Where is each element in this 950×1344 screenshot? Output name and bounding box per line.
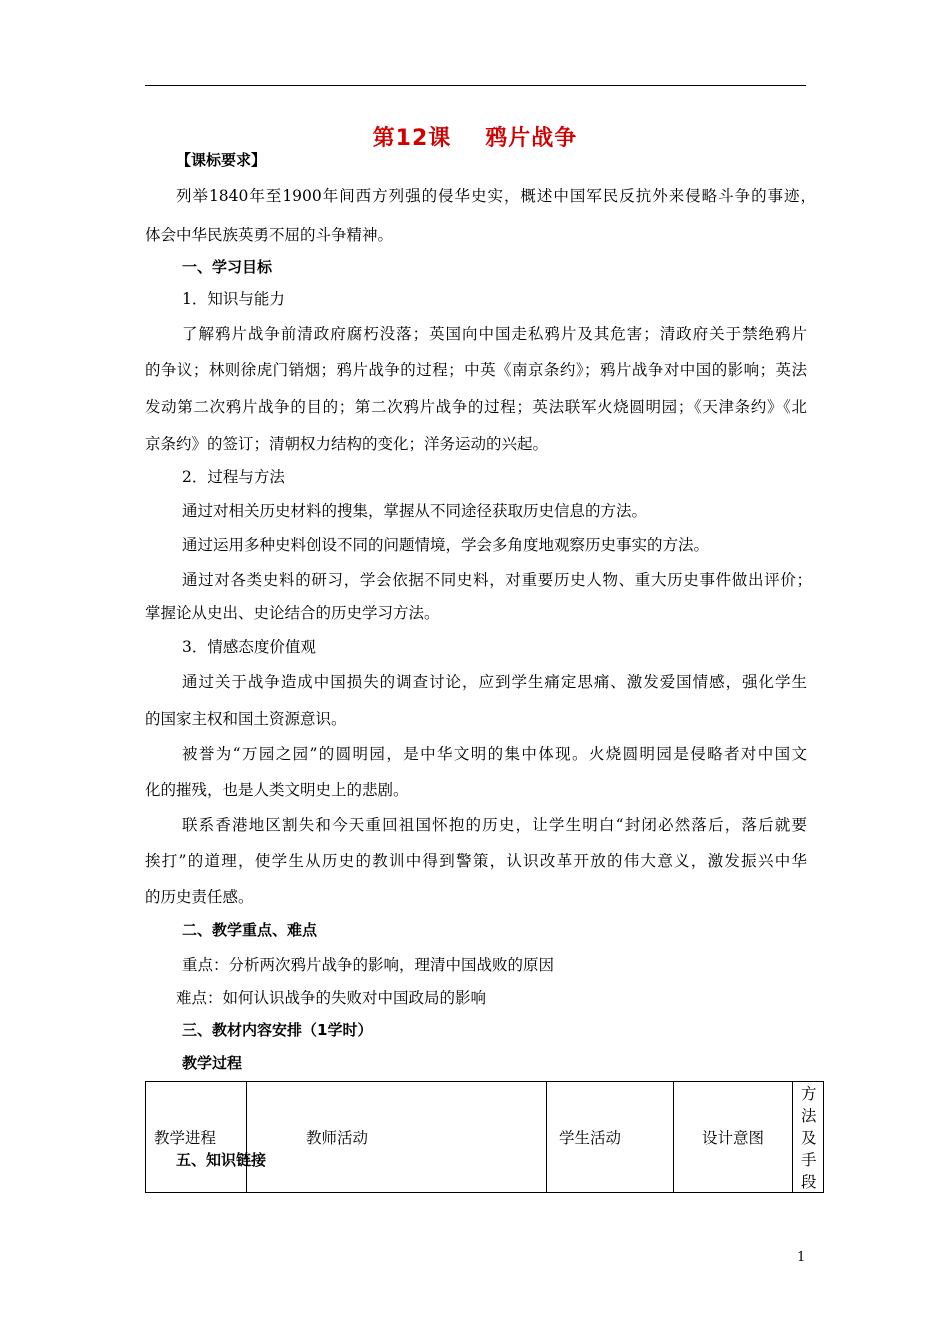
goals-sub2-line-4: 掌握论从史出、史论结合的历史学习方法。 [145,604,440,622]
table-header-cell: 设计意图 [674,1082,793,1193]
goals-sub3-line-7: 的历史责任感。 [145,888,254,906]
goals-sub1-line-3: 发动第二次鸦片战争的目的；第二次鸦片战争的过程；英法联军火烧圆明园；《天津条约》《北 [145,398,807,416]
goals-heading: 一、学习目标 [182,258,273,276]
goals-sub2-title: 2．过程与方法 [182,468,285,486]
page-title [0,121,950,152]
table-header-cell: 教学进程 [146,1082,247,1193]
standard-line-2: 体会中华民族英勇不屈的斗争精神。 [145,226,394,244]
table-header-cell: 方法及手段 [793,1082,824,1193]
goals-sub1-line-2: 的争议；林则徐虎门销烟；鸦片战争的过程；中英《南京条约》；鸦片战争对中国的影响；英法 [145,361,807,379]
goals-sub3-line-4: 化的摧残，也是人类文明史上的悲剧。 [145,781,409,799]
goals-sub3-line-5: 联系香港地区割失和今天重回祖国怀抱的历史，让学生明白“封闭必然落后，落后就要 [182,816,807,834]
difficulty-point: 难点：如何认识战争的失败对中国政局的影响 [176,989,487,1007]
goals-sub1-title: 1．知识与能力 [182,290,285,308]
key-point: 重点：分析两次鸦片战争的影响，理清中国战败的原因 [182,956,555,974]
page-number: 1 [797,1250,806,1265]
content-heading: 三、教材内容安排（1学时） [182,1021,373,1039]
process-table [145,1081,824,1193]
standard-line-1: 列举1840年至1900年间西方列强的侵华史实，概述中国军民反抗外来侵略斗争的事迹， [176,187,816,205]
goals-sub1-line-1: 了解鸦片战争前清政府腐朽没落；英国向中国走私鸦片及其危害；清政府关于禁绝鸦片 [182,325,807,343]
goals-sub3-line-1: 通过关于战争造成中国损失的调查讨论，应到学生痛定思痛、激发爱国情感，强化学生 [182,673,807,691]
standard-heading: 【课标要求】 [176,151,267,169]
goals-sub2-line-2: 通过运用多种史料创设不同的问题情境，学会多角度地观察历史事实的方法。 [182,536,710,554]
goals-sub3-title: 3．情感态度价值观 [182,638,316,656]
link-heading: 五、知识链接 [176,1151,267,1169]
goals-sub3-line-2: 的国家主权和国土资源意识。 [145,710,347,728]
lesson-name: 鸦片战争 [485,126,578,151]
table-header-cell: 学生活动 [547,1082,674,1193]
goals-sub2-line-1: 通过对相关历史材料的搜集，掌握从不同途径获取历史信息的方法。 [182,502,648,520]
goals-sub1-line-4: 京条约》的签订；清朝权力结构的变化；洋务运动的兴起。 [145,435,549,453]
table-header-row [146,1082,824,1193]
goals-sub3-line-3: 被誉为“万园之园”的圆明园，是中华文明的集中体现。火烧圆明园是侵略者对中国文 [182,745,807,763]
goals-sub2-line-3: 通过对各类史料的研习，学会依据不同史料，对重要历史人物、重大历史事件做出评价； [182,571,812,589]
process-heading: 教学过程 [182,1054,243,1072]
lesson-number: 第12课 [372,126,452,151]
goals-sub3-line-6: 挨打”的道理，使学生从历史的教训中得到警策，认识改革开放的伟大意义，激发振兴中华 [145,852,807,870]
header-rule [145,85,806,86]
table-header-cell: 教师活动 [247,1082,547,1193]
key-heading: 二、教学重点、难点 [182,921,318,939]
